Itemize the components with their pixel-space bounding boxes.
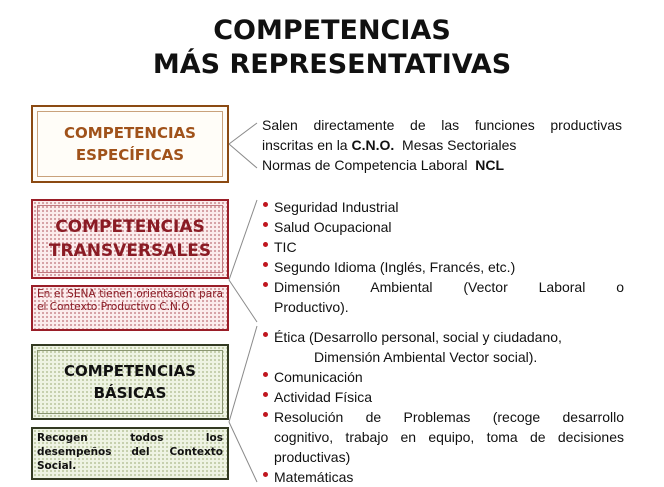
connector-transversales-bottom (229, 280, 257, 322)
competencias-basicas-box (31, 344, 229, 420)
list-item: Matemáticas (262, 467, 624, 487)
especificas-label-line-1: COMPETENCIAS (64, 124, 196, 142)
connector-especificas-bottom (229, 144, 257, 168)
competencias-especificas-box (31, 105, 229, 183)
title-line-1: COMPETENCIAS (213, 15, 451, 46)
resolucion-line-3: productivas) (274, 449, 351, 465)
connector-basicas-bottom (229, 422, 257, 482)
especificas-label-line-2: ESPECÍFICAS (75, 146, 185, 164)
transversales-label-line-2: TRANSVERSALES (48, 241, 212, 261)
transversales-label-line-1: COMPETENCIAS (55, 217, 205, 237)
resolucion-line-1: Resolución de Problemas (recoge desarrollo (274, 409, 624, 425)
list-item (262, 407, 624, 467)
ncl-abbrev: NCL (475, 157, 505, 173)
cno-abbrev: C.N.O. (351, 137, 395, 153)
transversales-note: En el SENA tienen orientación para el Contexto Productivo C.N.O. (31, 285, 229, 331)
list-item (262, 327, 624, 367)
especificas-desc-line-3 (262, 155, 622, 175)
dimension-ambiental-line-2: Productivo). (274, 299, 349, 315)
list-item: TIC (262, 237, 624, 257)
especificas-desc-line-2 (262, 135, 622, 155)
resolucion-line-2: cognitivo, trabajo en equipo, toma de decisiones (274, 429, 624, 445)
list-item: Seguridad Industrial (262, 197, 624, 217)
list-item (262, 277, 624, 317)
title-line-2: MÁS REPRESENTATIVAS (152, 49, 512, 80)
especificas-desc-line-3-prefix: Normas de Competencia Laboral (262, 157, 476, 173)
especificas-description (262, 115, 622, 175)
etica-line-2: Dimensión Ambiental Vector social). (314, 349, 538, 365)
especificas-desc-line-2-suffix: Mesas Sectoriales (394, 137, 517, 153)
list-item: Comunicación (262, 367, 624, 387)
basicas-label-line-1: COMPETENCIAS (64, 362, 196, 380)
basicas-label-line-2: BÁSICAS (93, 384, 167, 402)
connector-basicas-top (229, 326, 257, 422)
connector-especificas-top (229, 123, 257, 144)
basicas-list (262, 327, 624, 487)
competencias-transversales-box (31, 199, 229, 279)
connector-transversales-top (229, 200, 257, 280)
list-item: Salud Ocupacional (262, 217, 624, 237)
transversales-list (262, 197, 624, 317)
etica-line-1: Ética (Desarrollo personal, social y ciudadano, (274, 329, 562, 345)
especificas-desc-line-1: Salen directamente de las funciones productivas (262, 117, 622, 133)
list-item: Segundo Idioma (Inglés, Francés, etc.) (262, 257, 624, 277)
dimension-ambiental-line-1: Dimensión Ambiental (Vector Laboral o (274, 279, 624, 295)
especificas-desc-line-2-prefix: inscritas en la (262, 137, 352, 153)
basicas-note: Recogen todos los desempeños del Contexto Social. (31, 427, 229, 480)
list-item: Actividad Física (262, 387, 624, 407)
